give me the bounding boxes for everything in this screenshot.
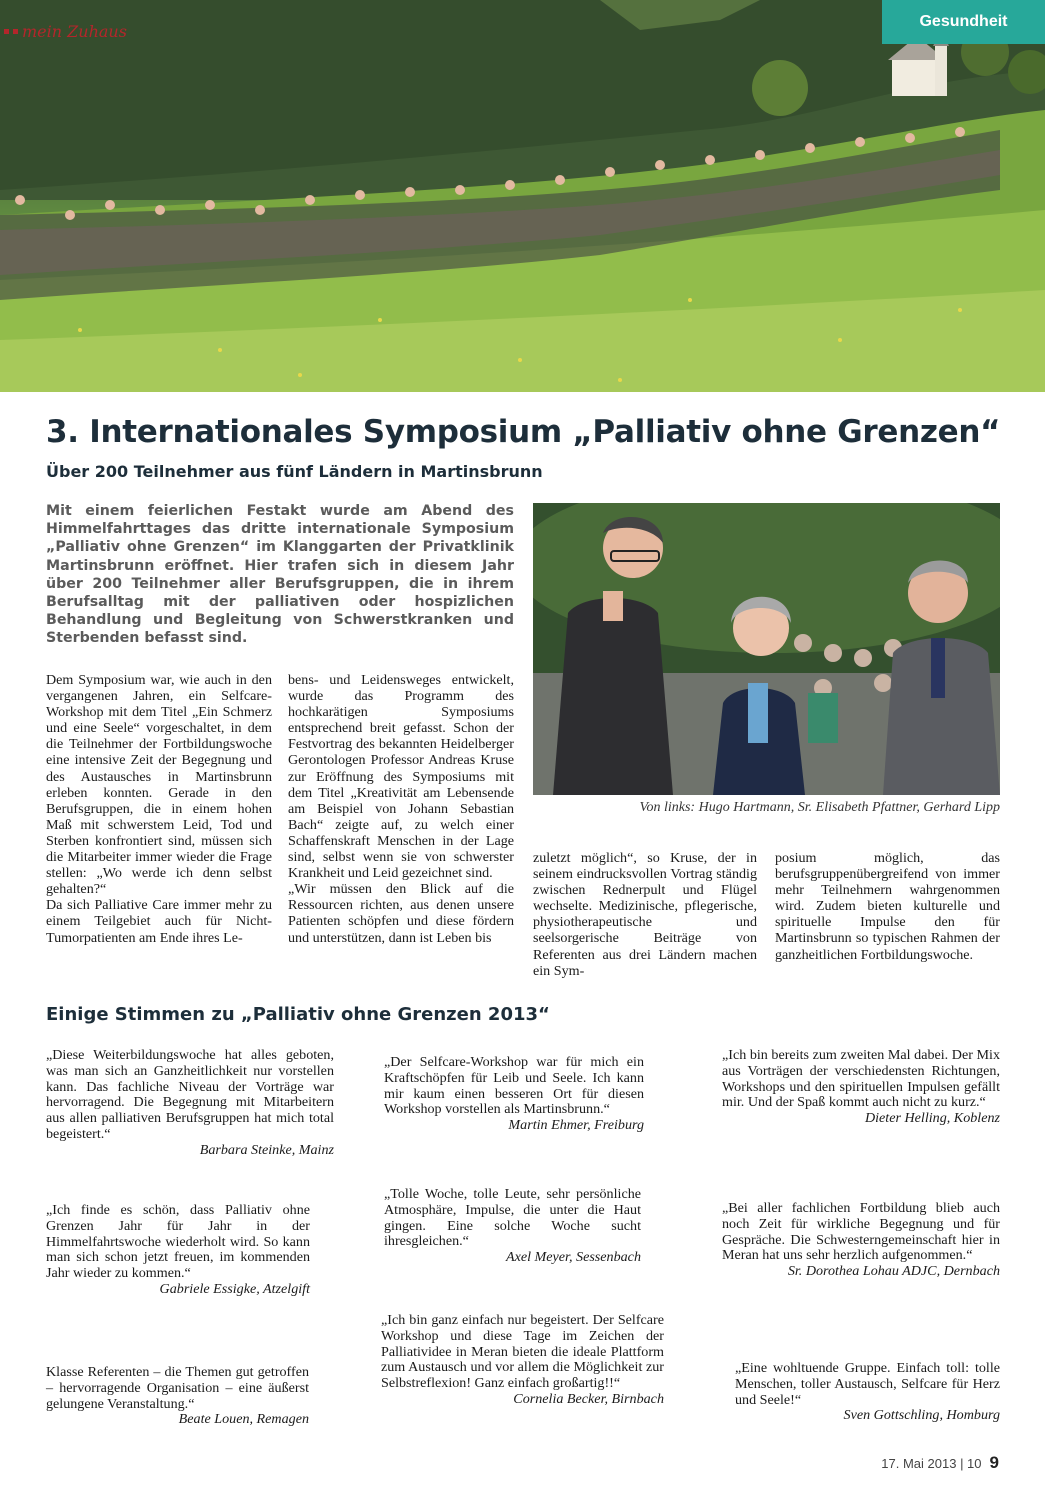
page-footer (881, 1453, 999, 1473)
quote-block (46, 1365, 309, 1428)
article-subheadline: Über 200 Teilnehmer aus fünf Ländern in Martinsbrunn (46, 462, 543, 481)
article-column-4 (775, 850, 1000, 963)
quote-text: „Bei aller fachlichen Fortbildung blieb auch noch Zeit für wirkliche Begegnung und für Gespräche. Die Schwesterngemeinschaft hier in Meran hat uns sehr herzlich aufgenommen.“ (722, 1200, 1000, 1264)
quote-text: Klasse Referenten – die Themen gut getroffen – hervorragende Organisation – eine äußerst gelungene Veranstaltung.“ (46, 1364, 309, 1412)
body-paragraph: bens- und Leidensweges entwickelt, wurde das Programm des hochkarätigen Symposiums entsprechend breit gefasst. Schon der Festvortrag des bekannten Heidelberger Gerontologen Professor Andreas Kruse zur Eröffnung des Symposiums mit dem Titel „Kreativität am Lebensende am Beispiel von Johann Sebastian Bach“ zeigte auf, zu welch einer Schaffenskraft Menschen in der Lage sind, selbst wenn sie von schwerster Krankheit und Leid gezeichnet sind. (288, 672, 514, 882)
body-paragraph: „Wir müssen den Blick auf die Ressourcen richten, aus denen unsere Patienten schöpfen und diese fördern und unterstützen, dann ist Leben bis (288, 881, 514, 946)
quote-author: Martin Ehmer, Freiburg (508, 1117, 644, 1134)
quote-author: Gabriele Essigke, Atzelgift (159, 1280, 310, 1297)
article-column-3 (533, 850, 757, 979)
quote-author: Cornelia Becker, Birnbach (513, 1390, 664, 1407)
quote-author: Barbara Steinke, Mainz (199, 1141, 334, 1158)
article-headline: 3. Internationales Symposium „Palliativ ohne Grenzen“ (46, 414, 1001, 450)
article-column-2 (288, 672, 514, 946)
brand-logo (4, 22, 127, 41)
issue-date: 17. Mai 2013 | 10 (881, 1456, 982, 1471)
page-number: 9 (989, 1453, 999, 1472)
quote-text: „Der Selfcare-Workshop war für mich ein Kraftschöpfen für Leib und Seele. Ich kann mir kaum einen besseren Ort für diesen Workshop vorstellen als Martinsbrunn.“ (384, 1054, 644, 1118)
voices-heading: Einige Stimmen zu „Palliativ ohne Grenzen 2013“ (46, 1004, 550, 1025)
quote-author: Axel Meyer, Sessenbach (505, 1249, 641, 1266)
quote-block (46, 1048, 334, 1159)
body-paragraph: zuletzt möglich“, so Kruse, der in seinem eindrucksvollen Vortrag ständig zwischen Rednerpult und Flügel wechselte. Medizinische, pflegerische, physiotherapeutische und seelsorgerische Beiträge von Referenten aus drei Ländern machen ein Sym- (533, 850, 757, 979)
quote-block (384, 1187, 641, 1266)
quote-author: Sven Gottschling, Homburg (843, 1407, 1000, 1424)
quote-text: „Eine wohltuende Gruppe. Einfach toll: tolle Menschen, toller Austausch, Selfcare für Herz und Seele!“ (735, 1360, 1000, 1408)
quote-text: „Diese Weiterbildungswoche hat alles geboten, was man sich an Ganzheitlichkeit nur vorstellen kann. Das fachliche Niveau der Vorträge war hervorragend. Die Begegnung mit Mitarbeitern aus allen palliativen Berufsgruppen hat mich total begeistert.“ (46, 1047, 334, 1142)
quote-text: „Tolle Woche, tolle Leute, sehr persönliche Atmosphäre, Impulse, die unter die Haut gingen. Eine solche Woche sucht ihresgleichen.“ (384, 1186, 641, 1250)
body-paragraph: Dem Symposium war, wie auch in den vergangenen Jahren, ein Selfcare-Workshop mit dem Titel „Ein Schmerz und eine Seele“ vorgeschaltet, in dem die Teilnehmer der Fortbildungswoche eine intensive Zeit der Begegnung und des Austausches in Martinsbrunn erleben konnten. Gerade in den Berufsgruppen, die in einem hohen Maß mit schwerstem Leid, Tod und Sterben konfrontiert sind, müssen sich die Mitarbeiter immer wieder die Frage stellen: „Wo werde ich denn selbst gehalten?“ (46, 672, 272, 898)
quote-text: „Ich bin ganz einfach nur begeistert. Der Selfcare Workshop und diese Tage im Zeichen der Palliatividee in Meran bieten die ideale Plattform zum Austausch und vor allem die Möglichkeit zur Selbstreflexion! Ganz einfach großartig!!“ (381, 1312, 664, 1392)
quote-author: Dieter Helling, Koblenz (864, 1110, 1000, 1127)
quote-author: Sr. Dorothea Lohau ADJC, Dernbach (787, 1263, 1000, 1280)
brand-name: mein Zuhaus (22, 22, 127, 41)
quote-block (381, 1313, 664, 1408)
article-column-1 (46, 672, 272, 946)
quote-text: „Ich bin bereits zum zweiten Mal dabei. Der Mix aus Vorträgen der verschiedensten Richtungen, Workshops und den spirituellen Impulsen gefällt mir. Und der Spaß kommt auch nicht zu kurz.“ (722, 1047, 1000, 1111)
body-paragraph: Da sich Palliative Care immer mehr zu einem Teilgebiet auch für Nicht-Tumorpatienten am Ende ihres Le- (46, 897, 272, 946)
brand-dots-icon (4, 29, 18, 34)
quote-block (46, 1203, 310, 1298)
quote-text: „Ich finde es schön, dass Palliativ ohne Grenzen Jahr für Jahr in der Himmelfahrtswoche wiederholt wird. So kann man sich schon jetzt freuen, im kommenden Jahr wieder zu kommen.“ (46, 1202, 310, 1282)
quote-author: Beate Louen, Remagen (178, 1411, 309, 1428)
section-tab-label: Gesundheit (919, 13, 1008, 30)
speakers-photo-illustration (533, 503, 1000, 795)
section-tab[interactable] (882, 0, 1045, 44)
photo-caption: Von links: Hugo Hartmann, Sr. Elisabeth Pfattner, Gerhard Lipp (639, 800, 1000, 815)
quote-block (384, 1055, 644, 1134)
hero-group-photo (0, 0, 1045, 392)
quote-block (735, 1361, 1000, 1424)
article-lead: Mit einem feierlichen Festakt wurde am Abend des Himmelfahrttages das dritte internationale Symposium „Palliativ ohne Grenzen“ im Klanggarten der Privatklinik Martinsbrunn eröffnet. Hier trafen sich in diesem Jahr über 200 Teilnehmer aller Berufsgruppen, die in ihrem Berufsalltag mit der palliativen oder hospizlichen Behandlung und Begleitung von Schwerstkranken und Sterbenden befasst sind. (46, 503, 514, 647)
speakers-photo (533, 503, 1000, 795)
quote-block (722, 1048, 1000, 1127)
quote-block (722, 1201, 1000, 1280)
body-paragraph: posium möglich, das berufsgruppenübergreifend von immer mehr Teilnehmern wahrgenommen wird. Zudem bieten kulturelle und spirituelle Impulse den für Martinsbrunn so typischen Rahmen der ganzheitlichen Fortbildungswoche. (775, 850, 1000, 963)
hero-photo-illustration (0, 0, 1045, 392)
